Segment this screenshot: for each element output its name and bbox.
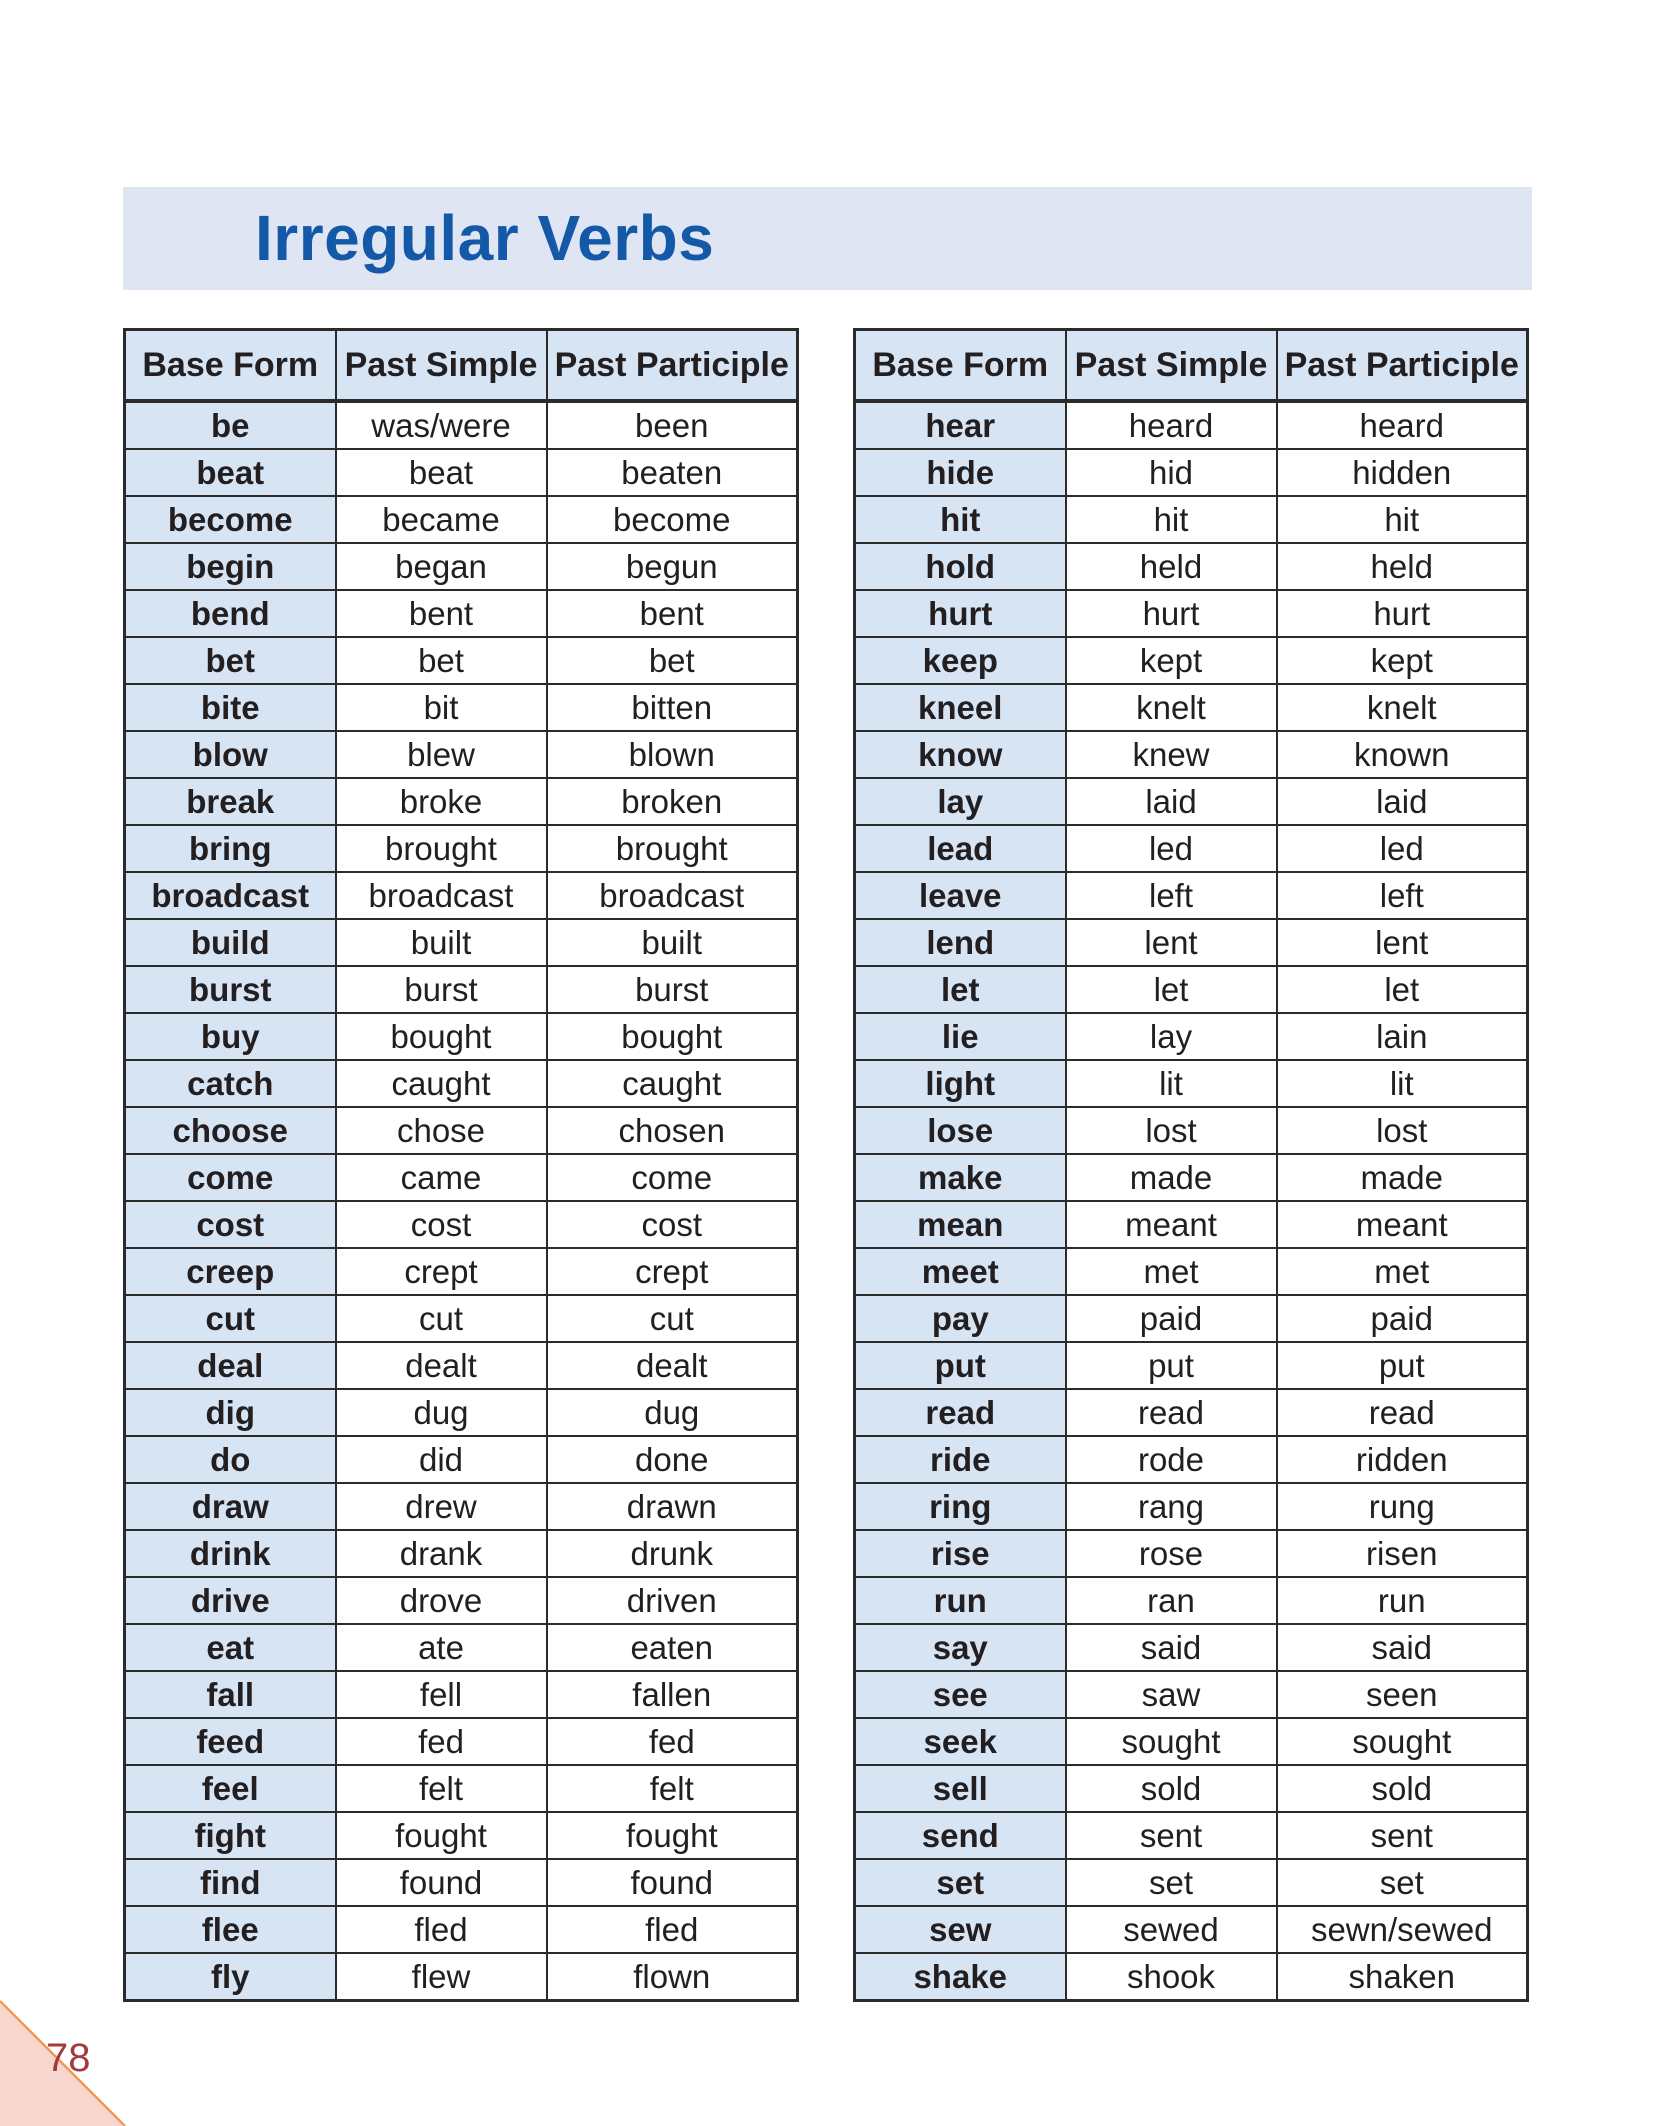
table-row <box>125 1953 798 2001</box>
past-participle-cell: run <box>1277 1577 1528 1624</box>
table-row <box>125 1765 798 1812</box>
table-row <box>855 825 1528 872</box>
base-form-cell: see <box>855 1671 1066 1718</box>
past-simple-cell: put <box>1066 1342 1277 1389</box>
table-row <box>855 1060 1528 1107</box>
past-participle-cell: read <box>1277 1389 1528 1436</box>
past-simple-cell: led <box>1066 825 1277 872</box>
past-participle-cell: let <box>1277 966 1528 1013</box>
base-form-cell: seek <box>855 1718 1066 1765</box>
past-participle-cell: fought <box>547 1812 798 1859</box>
base-form-cell: leave <box>855 872 1066 919</box>
past-simple-cell: sought <box>1066 1718 1277 1765</box>
past-participle-cell: said <box>1277 1624 1528 1671</box>
past-participle-cell: felt <box>547 1765 798 1812</box>
table-row <box>125 1436 798 1483</box>
past-simple-cell: blew <box>336 731 547 778</box>
table-row <box>125 1624 798 1671</box>
base-form-cell: know <box>855 731 1066 778</box>
past-simple-cell: cut <box>336 1295 547 1342</box>
past-participle-cell: eaten <box>547 1624 798 1671</box>
table-row <box>125 1577 798 1624</box>
table-row <box>855 731 1528 778</box>
base-form-cell: bite <box>125 684 336 731</box>
base-form-cell: light <box>855 1060 1066 1107</box>
past-participle-cell: lent <box>1277 919 1528 966</box>
table-row <box>125 1859 798 1906</box>
base-form-cell: come <box>125 1154 336 1201</box>
table-row <box>125 1718 798 1765</box>
past-participle-cell: lain <box>1277 1013 1528 1060</box>
past-simple-cell: said <box>1066 1624 1277 1671</box>
base-form-cell: fight <box>125 1812 336 1859</box>
base-form-cell: burst <box>125 966 336 1013</box>
table-row <box>125 1530 798 1577</box>
past-participle-cell: held <box>1277 543 1528 590</box>
base-form-cell: hide <box>855 449 1066 496</box>
verb-table-left <box>123 328 799 2002</box>
past-simple-cell: broadcast <box>336 872 547 919</box>
base-form-cell: hear <box>855 401 1066 449</box>
past-simple-cell: sent <box>1066 1812 1277 1859</box>
base-form-cell: let <box>855 966 1066 1013</box>
past-participle-cell: fallen <box>547 1671 798 1718</box>
past-participle-cell: kept <box>1277 637 1528 684</box>
base-form-cell: pay <box>855 1295 1066 1342</box>
base-form-cell: ride <box>855 1436 1066 1483</box>
base-form-cell: cost <box>125 1201 336 1248</box>
table-row <box>855 543 1528 590</box>
page-corner-decoration <box>0 1916 210 2126</box>
table-row <box>125 496 798 543</box>
past-simple-cell: shook <box>1066 1953 1277 2001</box>
past-simple-cell: bet <box>336 637 547 684</box>
past-participle-cell: burst <box>547 966 798 1013</box>
table-body-left <box>125 401 798 2001</box>
table-row <box>855 496 1528 543</box>
table-row <box>125 1342 798 1389</box>
table-row <box>125 731 798 778</box>
base-form-cell: feed <box>125 1718 336 1765</box>
header-past-participle: Past Participle <box>547 330 798 402</box>
past-simple-cell: drew <box>336 1483 547 1530</box>
past-simple-cell: bought <box>336 1013 547 1060</box>
past-simple-cell: felt <box>336 1765 547 1812</box>
past-participle-cell: hurt <box>1277 590 1528 637</box>
past-participle-cell: caught <box>547 1060 798 1107</box>
past-simple-cell: ate <box>336 1624 547 1671</box>
past-simple-cell: hurt <box>1066 590 1277 637</box>
base-form-cell: bend <box>125 590 336 637</box>
base-form-cell: lay <box>855 778 1066 825</box>
table-row <box>855 1624 1528 1671</box>
past-participle-cell: drawn <box>547 1483 798 1530</box>
past-participle-cell: left <box>1277 872 1528 919</box>
base-form-cell: creep <box>125 1248 336 1295</box>
base-form-cell: run <box>855 1577 1066 1624</box>
past-simple-cell: crept <box>336 1248 547 1295</box>
past-participle-cell: knelt <box>1277 684 1528 731</box>
past-simple-cell: knelt <box>1066 684 1277 731</box>
table-row <box>855 1013 1528 1060</box>
table-header-row <box>125 330 798 402</box>
past-participle-cell: hit <box>1277 496 1528 543</box>
past-simple-cell: drank <box>336 1530 547 1577</box>
table-row <box>125 1201 798 1248</box>
past-simple-cell: lent <box>1066 919 1277 966</box>
base-form-cell: kneel <box>855 684 1066 731</box>
past-simple-cell: was/were <box>336 401 547 449</box>
past-simple-cell: made <box>1066 1154 1277 1201</box>
table-row <box>855 1436 1528 1483</box>
base-form-cell: sew <box>855 1906 1066 1953</box>
past-simple-cell: knew <box>1066 731 1277 778</box>
base-form-cell: read <box>855 1389 1066 1436</box>
table-row <box>125 1060 798 1107</box>
past-simple-cell: broke <box>336 778 547 825</box>
past-simple-cell: met <box>1066 1248 1277 1295</box>
past-participle-cell: chosen <box>547 1107 798 1154</box>
past-simple-cell: cost <box>336 1201 547 1248</box>
past-participle-cell: been <box>547 401 798 449</box>
base-form-cell: keep <box>855 637 1066 684</box>
past-participle-cell: built <box>547 919 798 966</box>
past-simple-cell: found <box>336 1859 547 1906</box>
past-participle-cell: fed <box>547 1718 798 1765</box>
table-row <box>855 1530 1528 1577</box>
past-participle-cell: broken <box>547 778 798 825</box>
base-form-cell: meet <box>855 1248 1066 1295</box>
base-form-cell: say <box>855 1624 1066 1671</box>
base-form-cell: blow <box>125 731 336 778</box>
base-form-cell: set <box>855 1859 1066 1906</box>
base-form-cell: lie <box>855 1013 1066 1060</box>
past-participle-cell: fled <box>547 1906 798 1953</box>
past-participle-cell: rung <box>1277 1483 1528 1530</box>
past-participle-cell: cut <box>547 1295 798 1342</box>
base-form-cell: build <box>125 919 336 966</box>
base-form-cell: find <box>125 1859 336 1906</box>
past-participle-cell: sought <box>1277 1718 1528 1765</box>
past-participle-cell: set <box>1277 1859 1528 1906</box>
past-participle-cell: brought <box>547 825 798 872</box>
past-participle-cell: beaten <box>547 449 798 496</box>
base-form-cell: bet <box>125 637 336 684</box>
base-form-cell: eat <box>125 1624 336 1671</box>
past-participle-cell: crept <box>547 1248 798 1295</box>
table-row <box>125 449 798 496</box>
table-row <box>855 1718 1528 1765</box>
base-form-cell: lead <box>855 825 1066 872</box>
base-form-cell: ring <box>855 1483 1066 1530</box>
past-participle-cell: broadcast <box>547 872 798 919</box>
past-participle-cell: bet <box>547 637 798 684</box>
past-participle-cell: done <box>547 1436 798 1483</box>
past-participle-cell: bent <box>547 590 798 637</box>
table-row <box>855 778 1528 825</box>
past-participle-cell: sold <box>1277 1765 1528 1812</box>
table-row <box>125 1483 798 1530</box>
past-simple-cell: burst <box>336 966 547 1013</box>
header-past-simple: Past Simple <box>1066 330 1277 402</box>
past-participle-cell: dug <box>547 1389 798 1436</box>
page-number: 78 <box>46 2036 91 2080</box>
past-participle-cell: lost <box>1277 1107 1528 1154</box>
table-row <box>125 1812 798 1859</box>
past-simple-cell: lit <box>1066 1060 1277 1107</box>
past-simple-cell: built <box>336 919 547 966</box>
past-simple-cell: brought <box>336 825 547 872</box>
table-row <box>855 590 1528 637</box>
past-simple-cell: chose <box>336 1107 547 1154</box>
base-form-cell: put <box>855 1342 1066 1389</box>
base-form-cell: drive <box>125 1577 336 1624</box>
base-form-cell: fly <box>125 1953 336 2001</box>
base-form-cell: choose <box>125 1107 336 1154</box>
table-body-right <box>855 401 1528 2001</box>
past-participle-cell: met <box>1277 1248 1528 1295</box>
table-row <box>855 1389 1528 1436</box>
past-participle-cell: bought <box>547 1013 798 1060</box>
page-title: Irregular Verbs <box>255 202 715 274</box>
past-simple-cell: flew <box>336 1953 547 2001</box>
past-simple-cell: hit <box>1066 496 1277 543</box>
base-form-cell: make <box>855 1154 1066 1201</box>
base-form-cell: rise <box>855 1530 1066 1577</box>
table-row <box>125 1248 798 1295</box>
table-row <box>855 1342 1528 1389</box>
table-row <box>855 1107 1528 1154</box>
past-simple-cell: dug <box>336 1389 547 1436</box>
past-simple-cell: fed <box>336 1718 547 1765</box>
base-form-cell: break <box>125 778 336 825</box>
base-form-cell: send <box>855 1812 1066 1859</box>
header-base-form: Base Form <box>855 330 1066 402</box>
table-row <box>855 1201 1528 1248</box>
past-simple-cell: fell <box>336 1671 547 1718</box>
past-simple-cell: became <box>336 496 547 543</box>
table-row <box>125 1295 798 1342</box>
table-row <box>855 401 1528 449</box>
table-row <box>125 401 798 449</box>
base-form-cell: become <box>125 496 336 543</box>
header-past-simple: Past Simple <box>336 330 547 402</box>
past-simple-cell: hid <box>1066 449 1277 496</box>
past-participle-cell: flown <box>547 1953 798 2001</box>
past-simple-cell: bent <box>336 590 547 637</box>
past-simple-cell: did <box>336 1436 547 1483</box>
past-participle-cell: heard <box>1277 401 1528 449</box>
base-form-cell: bring <box>125 825 336 872</box>
past-simple-cell: saw <box>1066 1671 1277 1718</box>
past-participle-cell: ridden <box>1277 1436 1528 1483</box>
past-simple-cell: drove <box>336 1577 547 1624</box>
past-simple-cell: read <box>1066 1389 1277 1436</box>
header-base-form: Base Form <box>125 330 336 402</box>
table-row <box>855 1953 1528 2001</box>
base-form-cell: flee <box>125 1906 336 1953</box>
past-participle-cell: put <box>1277 1342 1528 1389</box>
past-participle-cell: lit <box>1277 1060 1528 1107</box>
base-form-cell: sell <box>855 1765 1066 1812</box>
past-participle-cell: risen <box>1277 1530 1528 1577</box>
table-row <box>855 1248 1528 1295</box>
table-row <box>855 1859 1528 1906</box>
base-form-cell: fall <box>125 1671 336 1718</box>
past-participle-cell: blown <box>547 731 798 778</box>
past-simple-cell: fought <box>336 1812 547 1859</box>
table-row <box>855 1906 1528 1953</box>
base-form-cell: feel <box>125 1765 336 1812</box>
past-participle-cell: meant <box>1277 1201 1528 1248</box>
base-form-cell: buy <box>125 1013 336 1060</box>
table-row <box>855 1577 1528 1624</box>
base-form-cell: lose <box>855 1107 1066 1154</box>
table-row <box>125 872 798 919</box>
table-row <box>855 1812 1528 1859</box>
base-form-cell: hurt <box>855 590 1066 637</box>
table-row <box>125 1154 798 1201</box>
past-participle-cell: become <box>547 496 798 543</box>
table-row <box>855 1765 1528 1812</box>
past-simple-cell: rose <box>1066 1530 1277 1577</box>
base-form-cell: deal <box>125 1342 336 1389</box>
title-band <box>123 187 1532 290</box>
past-simple-cell: lay <box>1066 1013 1277 1060</box>
table-row <box>855 637 1528 684</box>
table-row <box>855 1295 1528 1342</box>
past-simple-cell: dealt <box>336 1342 547 1389</box>
past-simple-cell: let <box>1066 966 1277 1013</box>
past-participle-cell: known <box>1277 731 1528 778</box>
base-form-cell: mean <box>855 1201 1066 1248</box>
past-simple-cell: rang <box>1066 1483 1277 1530</box>
base-form-cell: cut <box>125 1295 336 1342</box>
past-simple-cell: ran <box>1066 1577 1277 1624</box>
table-row <box>125 1671 798 1718</box>
past-simple-cell: came <box>336 1154 547 1201</box>
table-row <box>125 919 798 966</box>
table-row <box>125 637 798 684</box>
past-participle-cell: led <box>1277 825 1528 872</box>
past-participle-cell: hidden <box>1277 449 1528 496</box>
base-form-cell: dig <box>125 1389 336 1436</box>
table-row <box>125 684 798 731</box>
base-form-cell: beat <box>125 449 336 496</box>
table-row <box>125 1107 798 1154</box>
table-row <box>125 1013 798 1060</box>
table-row <box>125 1906 798 1953</box>
base-form-cell: begin <box>125 543 336 590</box>
base-form-cell: draw <box>125 1483 336 1530</box>
base-form-cell: catch <box>125 1060 336 1107</box>
past-participle-cell: begun <box>547 543 798 590</box>
past-participle-cell: come <box>547 1154 798 1201</box>
base-form-cell: hold <box>855 543 1066 590</box>
past-participle-cell: made <box>1277 1154 1528 1201</box>
past-simple-cell: fled <box>336 1906 547 1953</box>
table-row <box>855 449 1528 496</box>
past-simple-cell: left <box>1066 872 1277 919</box>
table-row <box>125 1389 798 1436</box>
base-form-cell: do <box>125 1436 336 1483</box>
past-participle-cell: found <box>547 1859 798 1906</box>
table-row <box>855 1671 1528 1718</box>
past-simple-cell: meant <box>1066 1201 1277 1248</box>
base-form-cell: be <box>125 401 336 449</box>
base-form-cell: shake <box>855 1953 1066 2001</box>
table-row <box>855 919 1528 966</box>
past-participle-cell: sewn/sewed <box>1277 1906 1528 1953</box>
past-simple-cell: caught <box>336 1060 547 1107</box>
table-row <box>855 684 1528 731</box>
past-simple-cell: rode <box>1066 1436 1277 1483</box>
table-row <box>125 778 798 825</box>
past-simple-cell: lost <box>1066 1107 1277 1154</box>
past-participle-cell: cost <box>547 1201 798 1248</box>
table-row <box>855 966 1528 1013</box>
table-row <box>855 1154 1528 1201</box>
past-simple-cell: laid <box>1066 778 1277 825</box>
past-participle-cell: laid <box>1277 778 1528 825</box>
past-simple-cell: paid <box>1066 1295 1277 1342</box>
table-row <box>125 825 798 872</box>
past-simple-cell: beat <box>336 449 547 496</box>
past-participle-cell: driven <box>547 1577 798 1624</box>
past-participle-cell: seen <box>1277 1671 1528 1718</box>
table-row <box>855 1483 1528 1530</box>
base-form-cell: hit <box>855 496 1066 543</box>
base-form-cell: lend <box>855 919 1066 966</box>
header-past-participle: Past Participle <box>1277 330 1528 402</box>
past-participle-cell: bitten <box>547 684 798 731</box>
past-simple-cell: kept <box>1066 637 1277 684</box>
table-row <box>125 966 798 1013</box>
past-simple-cell: bit <box>336 684 547 731</box>
past-participle-cell: shaken <box>1277 1953 1528 2001</box>
past-simple-cell: set <box>1066 1859 1277 1906</box>
table-row <box>855 872 1528 919</box>
table-row <box>125 543 798 590</box>
past-simple-cell: sold <box>1066 1765 1277 1812</box>
past-simple-cell: began <box>336 543 547 590</box>
base-form-cell: broadcast <box>125 872 336 919</box>
past-simple-cell: sewed <box>1066 1906 1277 1953</box>
table-header-row <box>855 330 1528 402</box>
past-participle-cell: paid <box>1277 1295 1528 1342</box>
past-participle-cell: dealt <box>547 1342 798 1389</box>
past-participle-cell: drunk <box>547 1530 798 1577</box>
past-participle-cell: sent <box>1277 1812 1528 1859</box>
past-simple-cell: heard <box>1066 401 1277 449</box>
base-form-cell: drink <box>125 1530 336 1577</box>
table-row <box>125 590 798 637</box>
verb-table-right <box>853 328 1529 2002</box>
past-simple-cell: held <box>1066 543 1277 590</box>
